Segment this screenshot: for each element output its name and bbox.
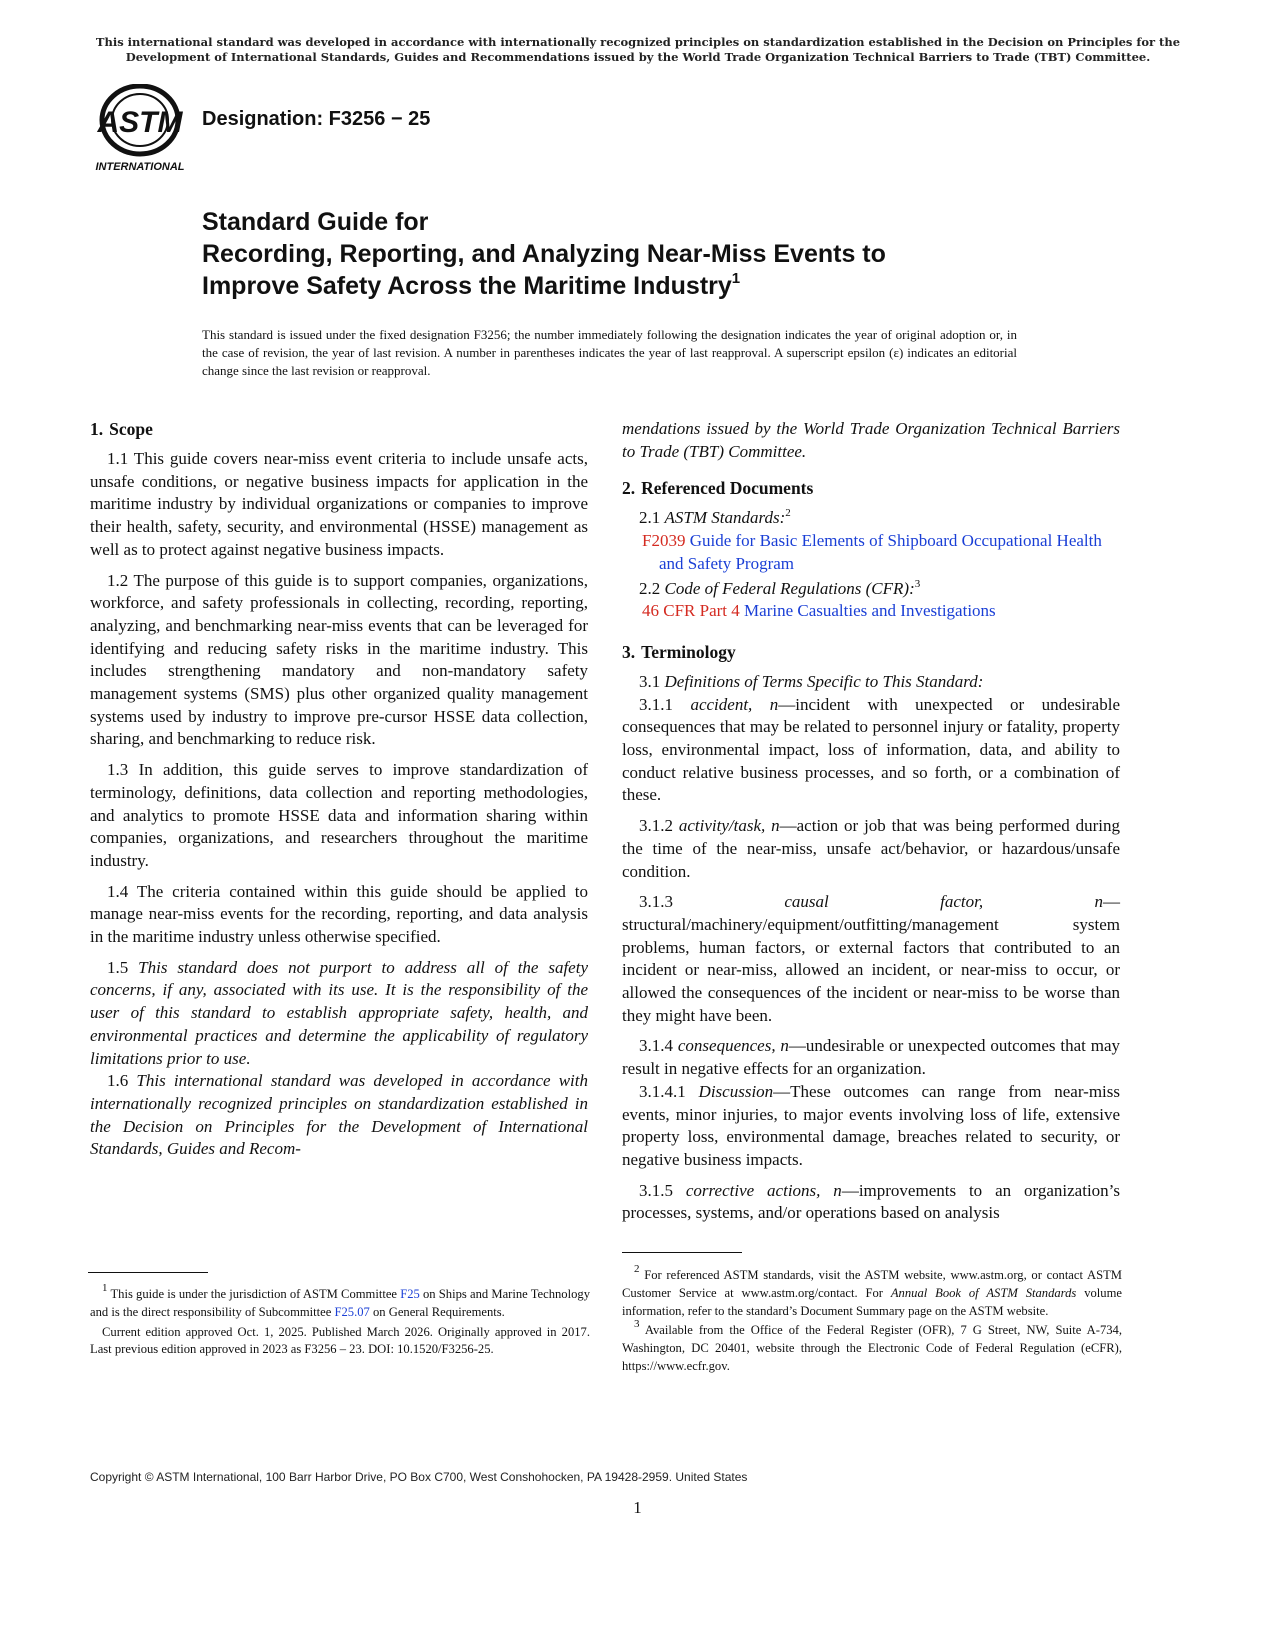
footnote-text: on Ships and Marine Technology and is the direct responsibility of Subcommittee (90, 1287, 590, 1319)
section-number: 3. (622, 641, 636, 662)
paragraph-1-6 (90, 1070, 588, 1161)
astm-logo-icon (92, 84, 192, 174)
footnotes-left (90, 1282, 590, 1361)
definition-text: —improvements to an organization’s processes, systems, and/or operations based on analysis (622, 1180, 1121, 1223)
paragraph-1-3: 1.3 In addition, this guide serves to improve standardization of terminology, definitions, data collection and reporting methodologies, and analytics to promote HSSE data and information sharing within companies, organizations, and researchers throughout the maritime industry. (90, 760, 588, 870)
logo-caption: INTERNATIONAL (95, 161, 185, 173)
title-line-1: Standard Guide for (202, 208, 429, 236)
section-title: Scope (109, 419, 153, 439)
reference-code-link[interactable]: F2039 (642, 531, 686, 551)
definition-number: 3.1.3 (639, 892, 673, 912)
reference-f2039 (622, 530, 1120, 575)
title-line-2: Recording, Reporting, and Analyzing Near-Miss Events to (202, 240, 886, 268)
title-footnote-mark[interactable]: 1 (731, 270, 741, 287)
definition-text: —action or job that was being performed during the time of the near-miss, unsafe act/behavior, or hazardous/unsafe condition. (622, 816, 1121, 881)
footnotes-right (622, 1263, 1122, 1378)
definition-text: —undesirable or unexpected outcomes that may result in negative effects for an organization. (622, 1036, 1121, 1079)
paragraph-text: Code of Federal Regulations (CFR): (664, 578, 915, 598)
definition-term: consequences, n (677, 1036, 789, 1056)
footnote-text: For referenced ASTM standards, visit the ASTM website, www.astm.org, or contact ASTM Customer Service at www.astm.org/contact. For (622, 1268, 1122, 1300)
right-column (622, 418, 1120, 1225)
paragraph-1-2: 1.2 The purpose of this guide is to support companies, organizations, workforce, and safety professionals in collecting, recording, reporting, analyzing, and benchmarking near-miss events that can be leveraged for identifying and reducing safety risks in the maritime industry. This includes strengthening mandatory and non-mandatory safety management systems (SMS) plus other organized quality management systems used by industry to improve pre-cursor HSSE data collection, sharing, and benchmarking to reduce risk. (90, 570, 588, 749)
definition-activity-task (622, 815, 1120, 883)
paragraph-1-4: 1.4 The criteria contained within this guide should be applied to manage near-miss events for the recording, reporting, and data analysis in the maritime industry unless otherwise specified. (90, 881, 588, 947)
page-number: 1 (633, 1498, 642, 1517)
footnote-divider (622, 1252, 742, 1253)
footnote-mark: 2 (634, 1263, 640, 1275)
title-line-3-text: Improve Safety Across the Maritime Industry (202, 272, 732, 300)
definition-accident (622, 694, 1120, 808)
footnote-1 (90, 1282, 590, 1322)
footnote-text: This guide is under the jurisdiction of ASTM Committee (107, 1287, 401, 1301)
section-heading-scope (90, 418, 588, 440)
section-number: 1. (90, 419, 104, 439)
paragraph-number: 2.1 (639, 508, 661, 528)
paragraph-3-1 (622, 671, 1120, 694)
definition-number: 3.1.5 (639, 1180, 673, 1200)
paragraph-number: 2.2 (639, 578, 661, 598)
title-line-3 (202, 270, 1102, 302)
footnote-text: volume information, refer to the standard’s Document Summary page on the ASTM website. (622, 1285, 1122, 1318)
paragraph-1-1: 1.1 This guide covers near-miss event criteria to include unsafe acts, unsafe conditions, or negative business impacts for application in the maritime industry by individual organizations or companies to improve their health, safety, security, and environmental (HSSE) management as well as to protect against negative business impacts. (90, 449, 588, 559)
paragraph-number: 1.6 (107, 1071, 129, 1091)
definition-number: 3.1.4 (639, 1036, 673, 1056)
astm-standards-label (622, 507, 1120, 530)
definition-term: accident, n (690, 694, 779, 714)
left-column (90, 418, 588, 1161)
footnote-text: Available from the Office of the Federal Register (OFR), 7 G Street, NW, Suite A-734, Washington, DC 20401, website through the Electronic Code of Federal Regulation (eCFR), https://www.ecfr.gov. (622, 1323, 1122, 1373)
paragraph-number: 3.1 (639, 671, 661, 691)
astm-logo (92, 84, 192, 174)
paragraph-1-6-continued: mendations issued by the World Trade Organization Technical Barriers to Trade (TBT) Committee. (622, 419, 1120, 461)
reference-title-link[interactable]: Guide for Basic Elements of Shipboard Occupational Health and Safety Program (659, 531, 1102, 573)
footnote-3 (622, 1318, 1122, 1375)
footnote-mark: 1 (102, 1282, 108, 1294)
definition-term: corrective actions, n (685, 1180, 842, 1200)
paragraph-text: Definitions of Terms Specific to This Standard: (664, 671, 984, 691)
footnote-mark[interactable]: 3 (914, 577, 921, 590)
top-notice: This international standard was developed in accordance with internationally recognized principles on standardization established in the Decision on Principles for the Development of International Standards, Guides and Recommendations issued by the World Trade Organization Technical Barriers to Trade (TBT) Committee. (95, 35, 1181, 64)
definition-number: 3.1.4.1 (639, 1081, 686, 1101)
definition-number: 3.1.1 (639, 694, 673, 714)
subcommittee-link[interactable]: F25.07 (334, 1304, 370, 1319)
paragraph-number: 1.5 (107, 957, 129, 977)
edition-note: Current edition approved Oct. 1, 2025. Published March 2026. Originally approved in 2017. Last previous edition approved in 2023 as F3256 – 23. DOI: 10.1520/F3256-25. (90, 1324, 590, 1357)
paragraph-text: This standard does not purport to address all of the safety concerns, if any, associated with its use. It is the responsibility of the user of this standard to establish appropriate safety, health, and environmental practices and determine the applicability of regulatory limitations prior to use. (90, 957, 588, 1068)
definition-text: —structural/machinery/equipment/outfitting/management system problems, human factors, or external factors that contributed to an incident or near-miss, allowed an incident, or near-miss to occur, or allowed the consequences of the incident or near-miss to be worse than they might have been. (622, 892, 1121, 1025)
footnote-mark[interactable]: 2 (785, 507, 791, 520)
cfr-label (622, 578, 1120, 601)
paragraph-1-5 (90, 957, 588, 1071)
logo-letters: ASTM (97, 106, 183, 139)
footnote-text-italic: Annual Book of ASTM Standards (890, 1285, 1077, 1300)
footnote-2 (622, 1263, 1122, 1320)
reference-title-link[interactable]: Marine Casualties and Investigations (744, 601, 996, 621)
footnote-divider (88, 1272, 208, 1273)
definition-text: —incident with unexpected or undesirable consequences that may be related to personnel injury or fatality, property loss, environmental impact, loss of information, data, and ability to conduct relative business processes, and so forth, or a combination of these. (622, 694, 1120, 805)
section-heading-referenced-documents (622, 477, 1120, 499)
issue-note: This standard is issued under the fixed designation F3256; the number immediately following the designation indicates the year of original adoption or, in the case of revision, the year of last revision. A number in parentheses indicates the year of last reapproval. A superscript epsilon (ε) indicates an editorial change since the last revision or reapproval. (202, 327, 1017, 378)
definition-term: causal factor, n (784, 892, 1104, 912)
definition-term: activity/task, n (678, 816, 780, 836)
section-heading-terminology (622, 641, 1120, 663)
designation: Designation: F3256 − 25 (202, 108, 431, 130)
footnote-mark: 3 (634, 1318, 640, 1331)
section-title: Terminology (641, 641, 736, 662)
discussion-consequences (622, 1081, 1120, 1172)
definition-number: 3.1.2 (639, 816, 673, 836)
reference-code-link[interactable]: 46 CFR Part 4 (642, 601, 740, 621)
reference-46-cfr-part-4 (622, 600, 1120, 623)
section-title: Referenced Documents (641, 478, 814, 499)
discussion-label: Discussion (698, 1081, 774, 1101)
document-title (202, 206, 1102, 302)
paragraph-text: This international standard was developed in accordance with internationally recognized principles on standardization established in the Decision on Principles for the Development of International Standards, Guides and Recom- (90, 1071, 588, 1159)
footnote-text: on General Requirements. (369, 1304, 505, 1319)
committee-link[interactable]: F25 (400, 1287, 420, 1301)
definition-causal-factor (622, 891, 1120, 1027)
section-number: 2. (622, 478, 636, 499)
definition-corrective-actions (622, 1180, 1120, 1225)
discussion-text: —These outcomes can range from near-miss events, minor injuries, to major events involving loss of life, extensive property loss, environmental damage, breaches related to security, or negative business impacts. (622, 1081, 1120, 1169)
copyright-line: Copyright © ASTM International, 100 Barr Harbor Drive, PO Box C700, West Conshohocken, PA 19428-2959. United States (90, 1470, 748, 1484)
paragraph-text: ASTM Standards: (664, 508, 786, 528)
definition-consequences (622, 1035, 1120, 1080)
